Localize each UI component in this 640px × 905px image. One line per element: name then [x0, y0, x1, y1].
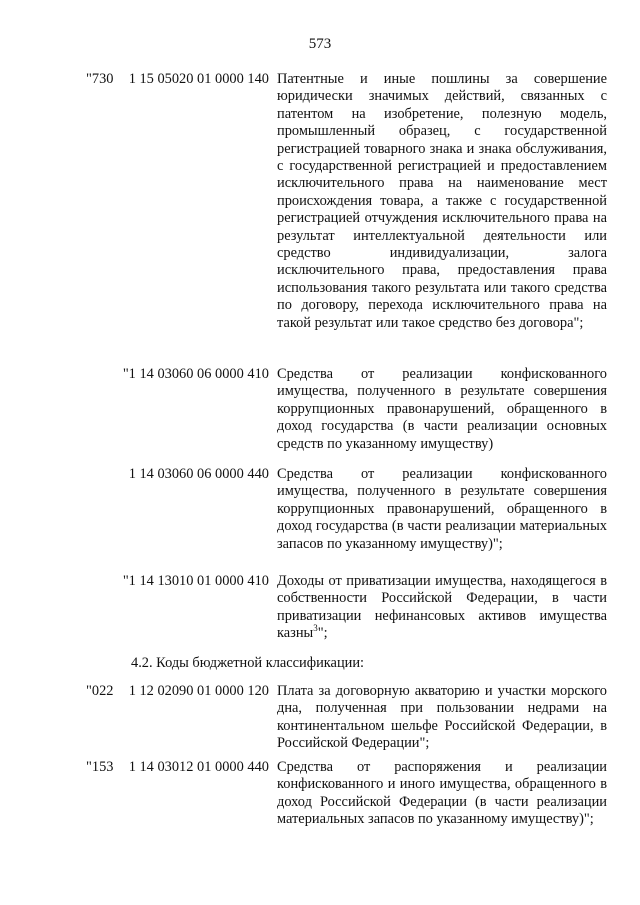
budget-classification-code: "1 14 03060 06 0000 410: [122, 366, 269, 382]
admin-code: "730: [86, 71, 114, 87]
admin-code: "022: [86, 683, 114, 699]
budget-classification-code: 1 15 05020 01 0000 140: [128, 71, 269, 87]
footnote-marker: 3: [313, 623, 318, 634]
budget-classification-code: 1 12 02090 01 0000 120: [128, 683, 269, 699]
code-description: Патентные и иные пошлины за совершение юридически значимых действий, связанных с патентом на изобретение, полезную модель, промышленный образец, с государственной регистрацией товарного знака и знака обслуживания, с государственной регистрацией и предоставлением исключительного права на наименование мест происхождения товара, а также с государственной регистрацией отчуждения исключительного права на результат интеллектуальной деятельности или средство индивидуализации, залога исключительного права, предоставления права использования такого результата или такого средства по договору, перехода исключительного права на такой результат или такое средство без договора";: [277, 71, 607, 331]
code-description-text: Доходы от приватизации имущества, находящегося в собственности Российской Федерации, в части приватизации нефинансовых активов имущества казны: [277, 573, 607, 642]
budget-classification-code: "1 14 13010 01 0000 410: [122, 573, 269, 589]
code-description: Средства от реализации конфискованного имущества, полученного в результате совершения коррупционных правонарушений, обращенного в доход государства (в части реализации основных средств по указанному имуществу): [277, 366, 607, 452]
code-description: Средства от реализации конфискованного имущества, полученного в результате совершения коррупционных правонарушений, обращенного в доход государства (в части реализации материальных запасов по указанному имуществу)";: [277, 466, 607, 552]
section-heading: 4.2. Коды бюджетной классификации:: [131, 655, 365, 671]
code-description: [277, 573, 607, 643]
budget-classification-code: 1 14 03012 01 0000 440: [128, 759, 269, 775]
budget-classification-code: 1 14 03060 06 0000 440: [128, 466, 269, 482]
page-number: 573: [308, 36, 332, 52]
code-description-closing: ";: [317, 625, 328, 642]
code-description: Средства от распоряжения и реализации конфискованного и иного имущества, обращенного в доход Российской Федерации (в части реализации материальных запасов по указанному имуществу)";: [277, 759, 607, 828]
admin-code: "153: [86, 759, 114, 775]
code-description: Плата за договорную акваторию и участки морского дна, полученная при пользовании недрами на континентальном шельфе Российской Федерации, в Российской Федерации";: [277, 683, 607, 752]
